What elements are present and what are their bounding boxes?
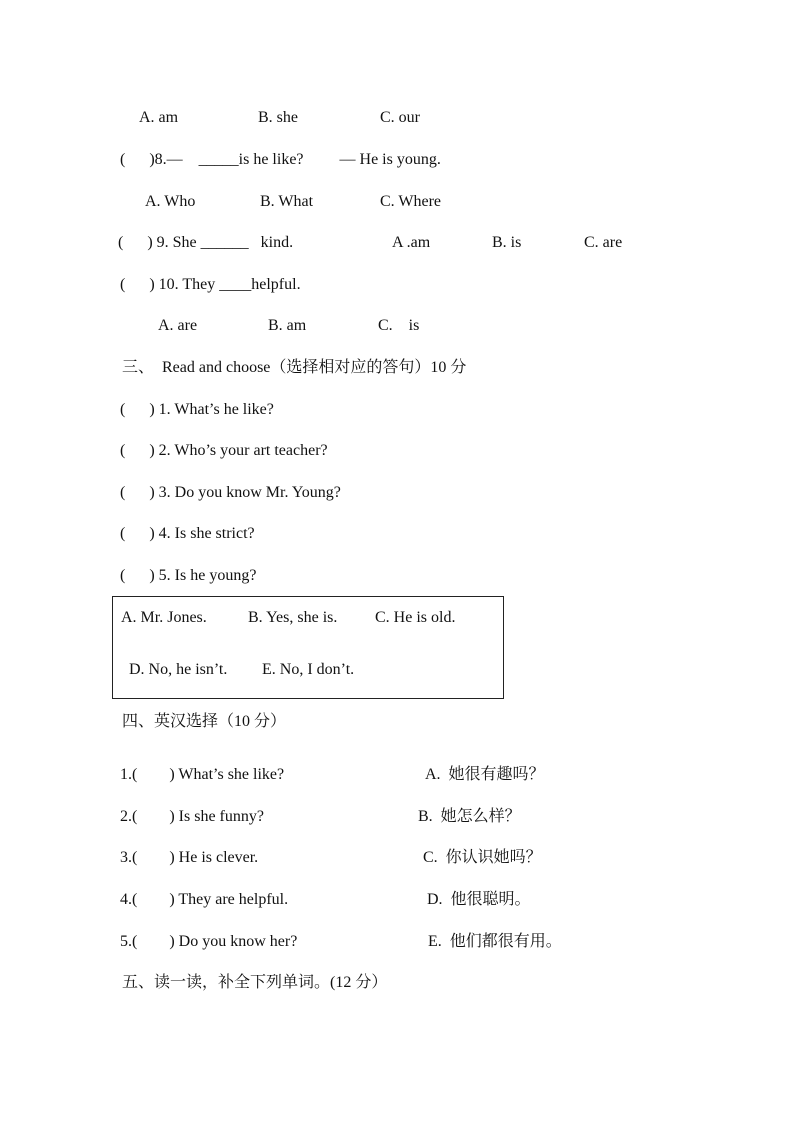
q8-option-a: A. Who	[145, 193, 196, 210]
q10-option-a: A. are	[158, 317, 198, 334]
answer-c: C. He is old.	[375, 609, 456, 626]
section4-right-b: B. 她怎么样？	[418, 808, 521, 825]
q8-option-b: B. What	[260, 193, 314, 210]
q8-stem: ( )8.— _____is he like? — He is young.	[120, 151, 441, 168]
section4-left-4: 4.( ) They are helpful.	[120, 891, 289, 908]
answer-d: D. No, he isn’t.	[129, 661, 228, 678]
section4-right-a: A. 她很有趣吗？	[425, 766, 545, 783]
section4-right-e: E. 他们都很有用。	[428, 933, 562, 950]
q9-option-a: A .am	[392, 234, 431, 251]
section3-item-2: ( ) 2. Who’s your art teacher?	[120, 442, 328, 459]
q10-option-c: C. is	[378, 317, 420, 334]
q7-option-b: B. she	[258, 109, 298, 126]
section3-item-1: ( ) 1. What’s he like?	[120, 401, 274, 418]
section4-left-5: 5.( ) Do you know her?	[120, 933, 298, 950]
q9-option-c: C. are	[584, 234, 623, 251]
answer-a: A. Mr. Jones.	[121, 609, 207, 626]
answer-e: E. No, I don’t.	[262, 661, 355, 678]
q7-option-c: C. our	[380, 109, 420, 126]
q9-stem: ( ) 9. She ______ kind.	[118, 234, 294, 251]
q9-option-b: B. is	[492, 234, 522, 251]
section3-item-3: ( ) 3. Do you know Mr. Young?	[120, 484, 341, 501]
section3-item-4: ( ) 4. Is she strict?	[120, 525, 255, 542]
section4-right-c: C. 你认识她吗？	[423, 849, 542, 866]
section5-heading: 五、读一读，补全下列单词。(12 分）	[122, 974, 388, 991]
section4-left-2: 2.( ) Is she funny?	[120, 808, 264, 825]
answer-b: B. Yes, she is.	[248, 609, 338, 626]
section4-left-3: 3.( ) He is clever.	[120, 849, 259, 866]
q10-stem: ( ) 10. They ____helpful.	[120, 276, 301, 293]
section4-heading: 四、英汉选择（10 分）	[122, 713, 287, 730]
q10-option-b: B. am	[268, 317, 307, 334]
section4-right-d: D. 他很聪明。	[427, 891, 531, 908]
section4-left-1: 1.( ) What’s she like?	[120, 766, 285, 783]
q7-option-a: A. am	[139, 109, 179, 126]
section3-heading: 三、 Read and choose（选择相对应的答句）10 分	[122, 359, 467, 376]
section3-item-5: ( ) 5. Is he young?	[120, 567, 257, 584]
q8-option-c: C. Where	[380, 193, 442, 210]
